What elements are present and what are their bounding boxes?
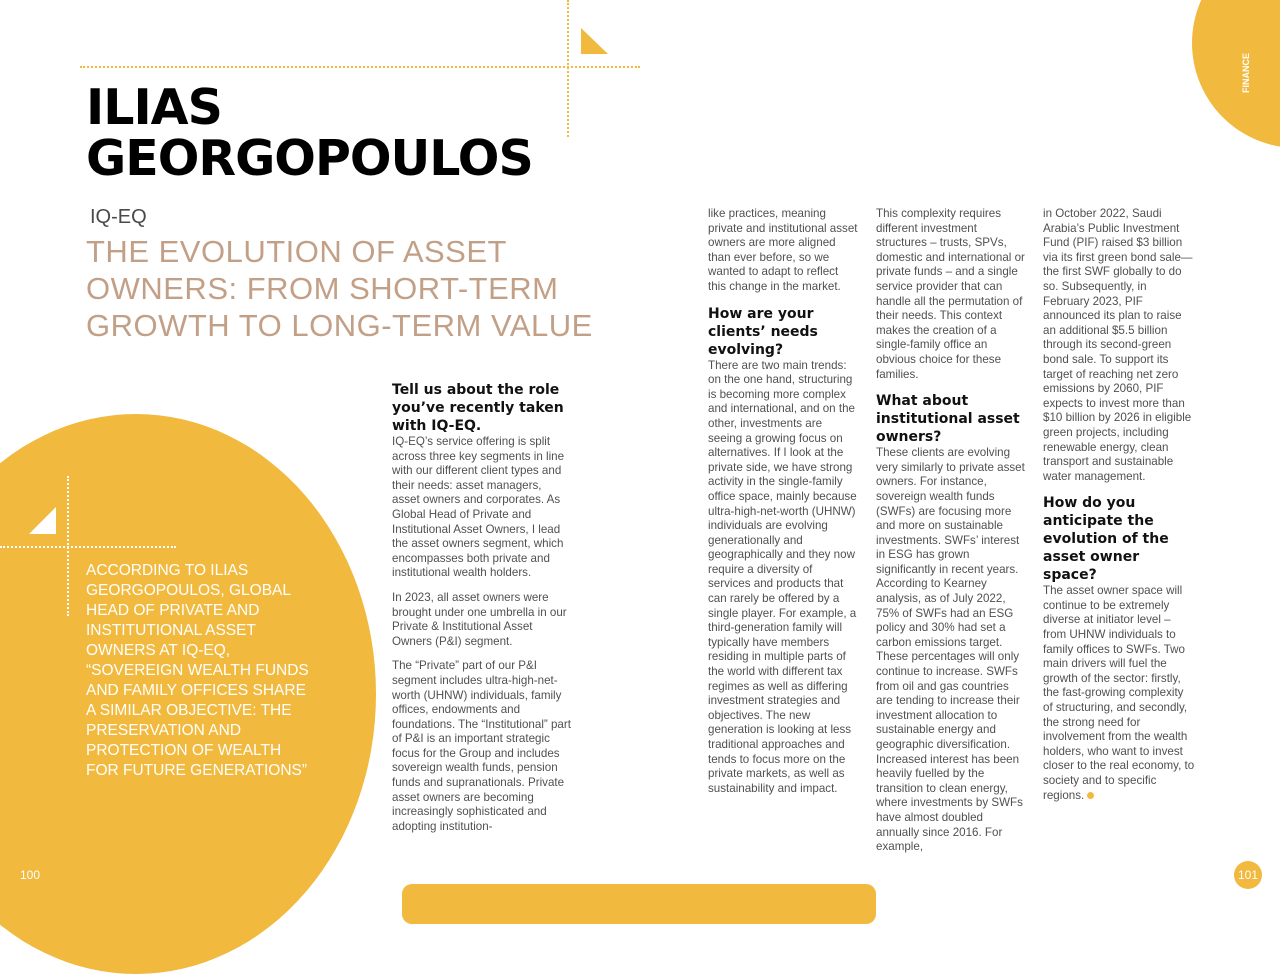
- triangle-corner-icon: [581, 28, 609, 56]
- paragraph: The “Private” part of our P&I segment includes ultra-high-net-worth (UHNW) individuals, family offices, endowments and foundations. The “Institutional” part of P&I is an important strategic focus for the Group and includes sovereign wealth funds, pension funds and supranationals. Private asset owners are becoming increasingly sophisticated and adopting institution-: [392, 659, 571, 833]
- paragraph: in October 2022, Saudi Arabia’s Public Investment Fund (PIF) raised $3 billion via its first green bond sale—the first SWF globally to do so. Subsequently, in February 2023, PIF announced its plan to raise an additional $5.5 billion through its second-green bond sale. To support its target of reaching net zero emissions by 2060, PIF expects to invest more than $10 billion by 2026 in eligible green projects, including renewable energy, clean transport and sustainable water management.: [1043, 207, 1193, 483]
- dotted-rule-quote-horizontal: [0, 546, 176, 548]
- author-last-name: GEORGOPOULOS: [86, 130, 533, 187]
- page-number-left: 100: [20, 868, 41, 882]
- article-author-name: [86, 79, 533, 187]
- text-column-4: [1043, 207, 1195, 813]
- dotted-rule-quote-vertical: [67, 476, 69, 616]
- question-heading: Tell us about the role you’ve recently taken with IQ-EQ.: [392, 382, 564, 434]
- end-mark-icon: [1087, 792, 1094, 799]
- paragraph-text: The asset owner space will continue to be extremely diverse at initiator level – from UHNW individuals to family offices to SWFs. Two main drivers will fuel the growth of the sector: firstly, the fast-growing complexity of structuring, and secondly, the strong need for involvement from the wealth holders, who want to invest closer to the real economy, to society and to specific regions.: [1043, 584, 1195, 802]
- bottom-yellow-bar: [402, 884, 876, 924]
- paragraph: IQ-EQ’s service offering is split across three key segments in line with our different client types and their needs: asset managers, asset owners and corporates. As Global Head of Private and Institutional Asset Owners, I lead the asset owners segment, which encompasses both private and institutional wealth holders.: [392, 435, 565, 580]
- company-name: IQ-EQ: [90, 206, 147, 228]
- text-column-2: [708, 207, 858, 806]
- paragraph: These clients are evolving very similarly to private asset owners. For instance, sovereign wealth funds (SWFs) are focusing more and more on sustainable investments. SWFs’ interest in ESG has grown significantly in recent years. According to Kearney analysis, as of July 2022, 75% of SWFs had an ESG policy and 30% had set a carbon emissions target. These percentages will only continue to increase. SWFs from oil and gas countries are tending to increase their investment allocation to sustainable energy and geographic diversification. Increased interest has been heavily fuelled by the transition to clean energy, where investments by SWFs have almost doubled annually since 2016. For example,: [876, 446, 1025, 854]
- dotted-rule-vertical: [567, 0, 569, 137]
- paragraph: In 2023, all asset owners were brought under one umbrella in our Private & Institutional Asset Owners (P&I) segment.: [392, 590, 567, 648]
- question-heading: How are your clients’ needs evolving?: [708, 305, 818, 358]
- page-number-right: 101: [1237, 868, 1259, 882]
- triangle-corner-icon: [29, 507, 57, 535]
- text-column-1: [392, 381, 572, 844]
- dotted-rule-horizontal: [80, 66, 640, 68]
- pull-quote: ACCORDING TO ILIAS GEORGOPOULOS, GLOBAL HEAD OF PRIVATE AND INSTITUTIONAL ASSET OWNERS AT IQ-EQ, “SOVEREIGN WEALTH FUNDS AND FAMILY OFFICES SHARE A SIMILAR OBJECTIVE: THE PRESERVATION AND PROTECTION OF WEALTH FOR FUTURE GENERATIONS”: [86, 562, 309, 779]
- paragraph: There are two main trends: on the one hand, structuring is becoming more complex and international, and on the other, investments are seeing a growing focus on alternatives. If I look at the private side, we have strong activity in the single-family office space, mainly because ultra-high-net-worth (UHNW) individuals are evolving generationally and geographically and they now require a diversity of services and products that can rarely be offered by a single player. For example, a third-generation family will typically have members residing in multiple parts of the world with different tax regimes as well as differing investment strategies and objectives. The new generation is looking at less traditional approaches and tends to focus more on the private markets, as well as sustainability and impact.: [708, 358, 857, 795]
- paragraph: like practices, meaning private and institutional asset owners are more aligned than ever before, so we wanted to adapt to reflect this change in the market.: [708, 207, 858, 293]
- author-first-name: ILIAS: [86, 79, 222, 136]
- article-headline: THE EVOLUTION OF ASSET OWNERS: FROM SHORT-TERM GROWTH TO LONG-TERM VALUE: [86, 234, 593, 343]
- paragraph: This complexity requires different investment structures – trusts, SPVs, domestic and international or private funds – and a single service provider that can handle all the permutation of their needs. This context makes the creation of a single-family office an obvious choice for these families.: [876, 207, 1025, 381]
- text-column-3: [876, 207, 1026, 865]
- section-label: FINANCE: [1241, 53, 1251, 93]
- question-heading: How do you anticipate the evolution of the asset owner space?: [1043, 495, 1169, 584]
- question-heading: What about institutional asset owners?: [876, 393, 1020, 446]
- page-number-right-badge: [1234, 861, 1262, 889]
- paragraph: [1043, 584, 1195, 803]
